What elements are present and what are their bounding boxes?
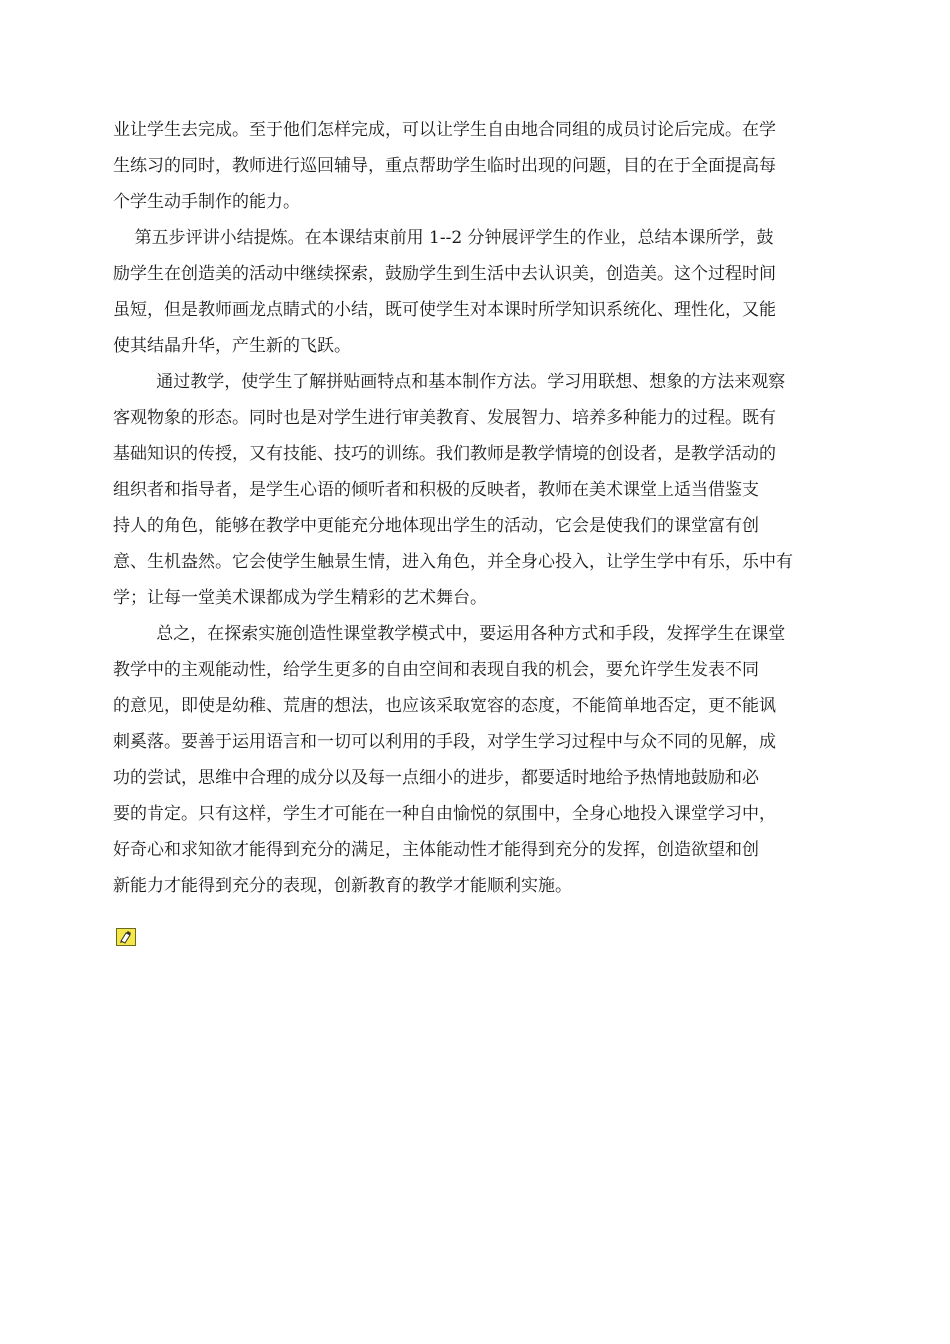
document-body [113, 112, 837, 904]
embedded-object-icon[interactable] [116, 928, 136, 946]
text-line: 励学生在创造美的活动中继续探索，鼓励学生到生活中去认识美，创造美。这个过程时间 [113, 264, 776, 284]
text-line: 新能力才能得到充分的表现，创新教育的教学才能顺利实施。 [113, 876, 572, 896]
text-line: 好奇心和求知欲才能得到充分的满足，主体能动性才能得到充分的发挥，创造欲望和创 [113, 840, 759, 860]
text-line: 基础知识的传授，又有技能、技巧的训练。我们教师是教学情境的创设者，是教学活动的 [113, 444, 776, 464]
text-line: 使其结晶升华，产生新的飞跃。 [113, 336, 351, 356]
pen-icon [117, 929, 135, 945]
text-line: 生练习的同时，教师进行巡回辅导，重点帮助学生临时出现的问题，目的在于全面提高每 [113, 156, 776, 176]
text-line: 组织者和指导者，是学生心语的倾听者和积极的反映者，教师在美术课堂上适当借鉴支 [113, 480, 759, 500]
text-line: 功的尝试，思维中合理的成分以及每一点细小的进步，都要适时地给予热情地鼓励和必 [113, 768, 759, 788]
text-line: 个学生动手制作的能力。 [113, 192, 300, 212]
text-line: 意、生机盎然。它会使学生触景生情，进入角色，并全身心投入，让学生学中有乐，乐中有 [113, 552, 793, 572]
text-line: 刺奚落。要善于运用语言和一切可以利用的手段，对学生学习过程中与众不同的见解，成 [113, 732, 776, 752]
text-line: 教学中的主观能动性，给学生更多的自由空间和表现自我的机会，要允许学生发表不同 [113, 660, 759, 680]
text-line: 客观物象的形态。同时也是对学生进行审美教育、发展智力、培养多种能力的过程。既有 [113, 408, 776, 428]
text-line: 通过教学，使学生了解拼贴画特点和基本制作方法。学习用联想、想象的方法来观察 [113, 372, 786, 392]
text-line: 总之，在探索实施创造性课堂教学模式中，要运用各种方式和手段，发挥学生在课堂 [113, 624, 786, 644]
text-line: 要的肯定。只有这样，学生才可能在一种自由愉悦的氛围中，全身心地投入课堂学习中， [113, 804, 776, 824]
text-line: 第五步评讲小结提炼。在本课结束前用 1--2 分钟展评学生的作业，总结本课所学，鼓 [113, 228, 774, 248]
text-line: 持人的角色，能够在教学中更能充分地体现出学生的活动，它会是使我们的课堂富有创 [113, 516, 759, 536]
text-line: 的意见，即使是幼稚、荒唐的想法，也应该采取宽容的态度，不能简单地否定，更不能讽 [113, 696, 776, 716]
text-line: 虽短，但是教师画龙点睛式的小结，既可使学生对本课时所学知识系统化、理性化，又能 [113, 300, 776, 320]
text-line: 学；让每一堂美术课都成为学生精彩的艺术舞台。 [113, 588, 487, 608]
text-line: 业让学生去完成。至于他们怎样完成，可以让学生自由地合同组的成员讨论后完成。在学 [113, 120, 776, 140]
